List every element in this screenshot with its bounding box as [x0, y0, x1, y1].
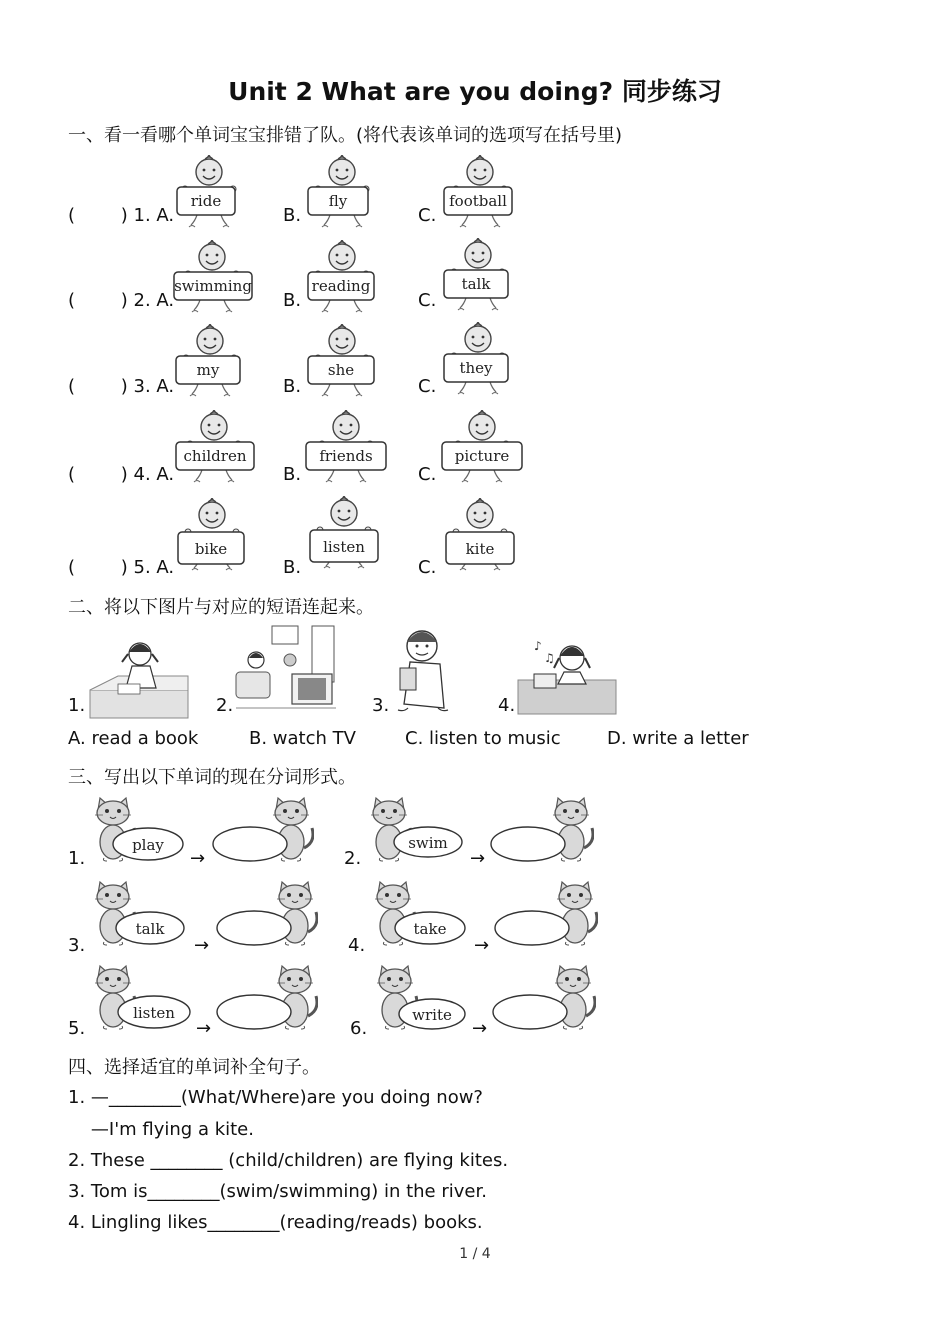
section2-heading: 二、将以下图片与对应的短语连起来。 — [68, 597, 374, 618]
word-q1-c: football — [449, 192, 507, 210]
pic2-number: 2. — [216, 695, 234, 716]
item3-word: talk — [135, 920, 165, 938]
sentence-1-answer: —I'm flying a kite. — [68, 1119, 254, 1140]
q3-label-b: B. — [283, 376, 302, 397]
kid-card-q1-a — [167, 155, 251, 233]
q3-prefix: ( ) 3. A. — [68, 376, 175, 397]
cat-answer-5 — [214, 964, 334, 1034]
cat-answer-3 — [214, 880, 334, 950]
q1-prefix: ( ) 1. A. — [68, 205, 175, 226]
section3-heading: 三、写出以下单词的现在分词形式。 — [68, 767, 356, 788]
item5-arrow: → — [196, 1018, 212, 1039]
cat-word-swim — [364, 796, 484, 866]
cat-word-talk — [88, 880, 208, 950]
answer-bubble-6[interactable] — [493, 995, 567, 1029]
boy-watching-tv-picture — [234, 622, 338, 712]
item5-word: listen — [133, 1004, 175, 1022]
pic1-number: 1. — [68, 695, 86, 716]
kid-card-q2-c — [436, 238, 520, 316]
item4-word: take — [413, 920, 447, 938]
kid-card-q5-c — [438, 498, 522, 576]
item2-arrow: → — [470, 848, 486, 869]
q5-label-b: B. — [283, 557, 302, 578]
item3-number: 3. — [68, 935, 86, 956]
q2-prefix: ( ) 2. A. — [68, 290, 175, 311]
q3-label-c: C. — [418, 376, 437, 397]
q2-label-c: C. — [418, 290, 437, 311]
section4-heading: 四、选择适宜的单词补全句子。 — [68, 1057, 320, 1078]
q1-label-c: C. — [418, 205, 437, 226]
cat-answer-6 — [490, 964, 610, 1034]
kid-card-q1-c — [438, 155, 522, 233]
kid-card-q2-b — [300, 240, 384, 318]
q5-prefix: ( ) 5. A. — [68, 557, 175, 578]
kid-card-q3-a — [168, 324, 252, 402]
item6-number: 6. — [350, 1018, 368, 1039]
q1-label-b: B. — [283, 205, 302, 226]
kid-card-q5-b — [302, 496, 386, 574]
boy-reading-picture — [388, 624, 492, 714]
sentence-1: 1. —________(What/Where)are you doing now? — [68, 1087, 483, 1108]
sentence-3: 3. Tom is________(swim/swimming) in the river. — [68, 1181, 487, 1202]
word-q1-a: ride — [190, 192, 222, 210]
cat-answer-1 — [210, 796, 330, 866]
kid-card-q2-a — [170, 240, 254, 318]
q4-label-b: B. — [283, 464, 302, 485]
cat-answer-2 — [488, 796, 608, 866]
item1-arrow: → — [190, 848, 206, 869]
q5-label-c: C. — [418, 557, 437, 578]
word-q2-a: swimming — [174, 277, 252, 295]
item1-word: play — [132, 836, 164, 854]
q2-label-b: B. — [283, 290, 302, 311]
word-q5-b: listen — [323, 538, 365, 556]
cat-word-take — [368, 880, 488, 950]
sentence-2: 2. These ________ (child/children) are flying kites. — [68, 1150, 509, 1171]
word-q3-a: my — [196, 361, 220, 379]
item4-number: 4. — [348, 935, 366, 956]
word-q2-c: talk — [461, 275, 491, 293]
q4-label-c: C. — [418, 464, 437, 485]
pic3-number: 3. — [372, 695, 390, 716]
girl-listening-music-picture — [516, 628, 620, 718]
page-title: Unit 2 What are you doing? 同步练习 — [228, 77, 722, 106]
word-q3-c: they — [459, 359, 493, 377]
cat-answer-4 — [492, 880, 612, 950]
q4-prefix: ( ) 4. A. — [68, 464, 175, 485]
kid-card-q3-c — [436, 322, 520, 400]
item1-number: 1. — [68, 848, 86, 869]
word-q4-c: picture — [454, 447, 510, 465]
section1-heading: 一、看一看哪个单词宝宝排错了队。(将代表该单词的选项写在括号里) — [68, 125, 623, 146]
kid-card-q4-a — [172, 410, 256, 488]
option-a: A. read a book — [68, 728, 199, 749]
word-q4-a: children — [183, 447, 247, 465]
kid-card-q1-b — [300, 155, 384, 233]
answer-bubble-4[interactable] — [495, 911, 569, 945]
svg-text:♪: ♪ — [534, 639, 542, 653]
answer-bubble-3[interactable] — [217, 911, 291, 945]
item6-arrow: → — [472, 1018, 488, 1039]
item6-word: write — [412, 1006, 452, 1024]
kid-card-q5-a — [170, 498, 254, 576]
answer-bubble-2[interactable] — [491, 827, 565, 861]
option-d: D. write a letter — [607, 728, 749, 749]
sentence-4: 4. Lingling likes________(reading/reads) books. — [68, 1212, 483, 1233]
cat-word-listen — [88, 964, 208, 1034]
item5-number: 5. — [68, 1018, 86, 1039]
kid-card-q4-c — [440, 410, 524, 488]
option-c: C. listen to music — [405, 728, 561, 749]
word-q1-b: fly — [328, 192, 348, 210]
answer-bubble-1[interactable] — [213, 827, 287, 861]
word-q5-c: kite — [465, 540, 495, 558]
word-q3-b: she — [327, 361, 355, 379]
pic4-number: 4. — [498, 695, 516, 716]
item4-arrow: → — [474, 935, 490, 956]
option-b: B. watch TV — [249, 728, 356, 749]
kid-card-q4-b — [304, 410, 388, 488]
word-q2-b: reading — [311, 277, 371, 295]
word-q5-a: bike — [194, 540, 228, 558]
item3-arrow: → — [194, 935, 210, 956]
item2-number: 2. — [344, 848, 362, 869]
word-q4-b: friends — [319, 447, 373, 465]
svg-text:♫: ♫ — [544, 651, 555, 665]
girl-writing-picture — [88, 630, 192, 720]
item2-word: swim — [408, 834, 448, 852]
page-number: 1 / 4 — [459, 1246, 491, 1262]
answer-bubble-5[interactable] — [217, 995, 291, 1029]
kid-card-q3-b — [300, 324, 384, 402]
